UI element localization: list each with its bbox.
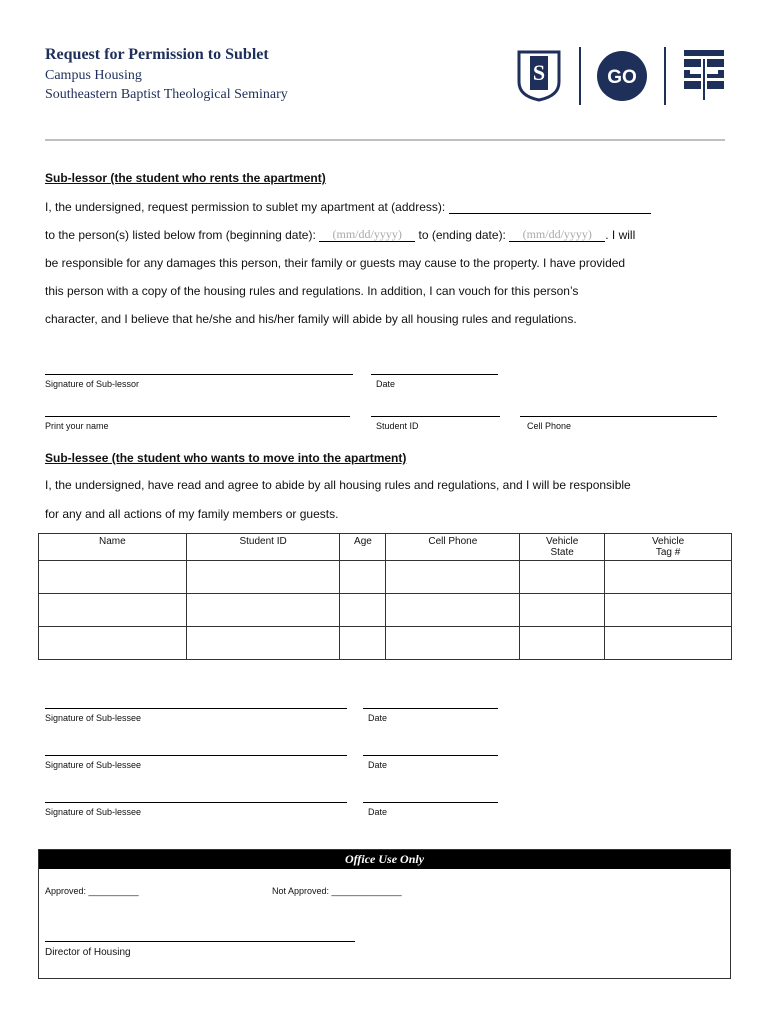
sublessee-signature-label-2: Signature of Sub-lessee: [45, 760, 142, 770]
table-cell[interactable]: [605, 627, 732, 660]
vehicle-state-text: Vehicle State: [546, 536, 579, 558]
sublessor-line-1: [45, 199, 735, 214]
print-name-label: Print your name: [45, 421, 109, 431]
sublessee-line-2: for any and all actions of my family members or guests.: [45, 507, 339, 521]
sublessee-date-label-1: Date: [368, 713, 388, 723]
ending-date-label: to (ending date):: [418, 228, 506, 242]
table-cell[interactable]: [520, 594, 605, 627]
office-use-heading: Office Use Only: [39, 850, 730, 869]
sublessee-date-line-1[interactable]: [363, 708, 498, 709]
table-cell[interactable]: [39, 594, 187, 627]
sublessee-line-1: I, the undersigned, have read and agree to abide by all housing rules and regulations, and I will be responsible: [45, 478, 631, 492]
cell-phone-label: Cell Phone: [527, 421, 572, 431]
table-header-row: [39, 534, 732, 561]
print-name-line[interactable]: [45, 416, 350, 417]
sublessor-date-label: Date: [376, 379, 396, 389]
cell-phone-line[interactable]: [520, 416, 717, 417]
sublessor-line-4: this person with a copy of the housing rules and regulations. In addition, I can vouch for this person’s: [45, 284, 579, 298]
sublessee-signature-label-1: Signature of Sub-lessee: [45, 713, 142, 723]
table-row: [39, 561, 732, 594]
sublessee-heading: Sub-lessee (the student who wants to move into the apartment): [45, 451, 407, 465]
table-cell[interactable]: [340, 594, 386, 627]
student-id-label: Student ID: [376, 421, 419, 431]
logo-divider: [579, 47, 581, 105]
sublessor-heading: Sub-lessor (the student who rents the apartment): [45, 171, 326, 185]
table-cell[interactable]: [186, 627, 340, 660]
table-cell[interactable]: [340, 627, 386, 660]
beginning-date-field[interactable]: (mm/dd/yyyy): [319, 227, 415, 242]
sublessor-signature-line[interactable]: [45, 374, 353, 375]
sublessee-signature-label-3: Signature of Sub-lessee: [45, 807, 142, 817]
vehicle-tag-text: Vehicle Tag #: [651, 536, 685, 558]
director-label: Director of Housing: [45, 947, 131, 958]
sublessor-line-2: [45, 227, 735, 242]
header-rule: [45, 139, 725, 141]
sublessee-signature-line-2[interactable]: [45, 755, 347, 756]
form-title: Request for Permission to Sublet: [45, 46, 269, 63]
svg-text:S: S: [532, 60, 546, 85]
table-cell[interactable]: [520, 561, 605, 594]
table-row: [39, 627, 732, 660]
table-row: [39, 594, 732, 627]
student-id-line[interactable]: [371, 416, 500, 417]
address-field[interactable]: [449, 199, 651, 214]
sublessee-table: [38, 533, 732, 660]
table-cell[interactable]: [39, 627, 187, 660]
seminary-shield-logo: [516, 48, 562, 102]
logo-divider-2: [664, 47, 666, 105]
table-cell[interactable]: [186, 561, 340, 594]
column-header-cell-phone: Cell Phone: [386, 534, 520, 561]
beginning-date-label: to the person(s) listed below from (beginning date):: [45, 228, 316, 242]
sublessor-signature-label: Signature of Sub-lessor: [45, 379, 140, 389]
not-approved-field[interactable]: Not Approved: ______________: [272, 886, 402, 896]
table-cell[interactable]: [520, 627, 605, 660]
sublessor-date-line[interactable]: [371, 374, 498, 375]
table-cell[interactable]: [39, 561, 187, 594]
sublessee-date-line-3[interactable]: [363, 802, 498, 803]
table-cell[interactable]: [605, 561, 732, 594]
svg-text:GO: GO: [607, 67, 637, 88]
office-use-box: [38, 849, 731, 979]
cross-logo: [682, 48, 726, 102]
table-cell[interactable]: [386, 594, 520, 627]
sublessee-date-label-2: Date: [368, 760, 388, 770]
column-header-student-id: Student ID: [186, 534, 340, 561]
table-cell[interactable]: [186, 594, 340, 627]
director-signature-line[interactable]: [45, 941, 355, 942]
column-header-vehicle-state: [520, 534, 605, 561]
institution-name: Southeastern Baptist Theological Seminary: [45, 87, 288, 102]
sublessee-date-line-2[interactable]: [363, 755, 498, 756]
ending-date-field[interactable]: (mm/dd/yyyy): [509, 227, 605, 242]
table-cell[interactable]: [386, 627, 520, 660]
approved-field[interactable]: Approved: __________: [45, 886, 139, 896]
column-header-vehicle-tag: [605, 534, 732, 561]
column-header-name: Name: [39, 534, 187, 561]
sublessee-date-label-3: Date: [368, 807, 388, 817]
sublessor-line-5: character, and I believe that he/she and his/her family will abide by all housing rules and regulations.: [45, 312, 577, 326]
column-header-age: Age: [340, 534, 386, 561]
table-cell[interactable]: [340, 561, 386, 594]
department-name: Campus Housing: [45, 68, 142, 83]
sublessor-address-label: I, the undersigned, request permission to sublet my apartment at (address):: [45, 200, 446, 214]
sublessor-line-3: be responsible for any damages this person, their family or guests may cause to the property. I have provided: [45, 256, 626, 270]
i-will-text: . I will: [605, 228, 636, 242]
sublessee-signature-line-3[interactable]: [45, 802, 347, 803]
sublessee-signature-line-1[interactable]: [45, 708, 347, 709]
table-cell[interactable]: [605, 594, 732, 627]
go-logo: [596, 50, 648, 102]
table-cell[interactable]: [386, 561, 520, 594]
